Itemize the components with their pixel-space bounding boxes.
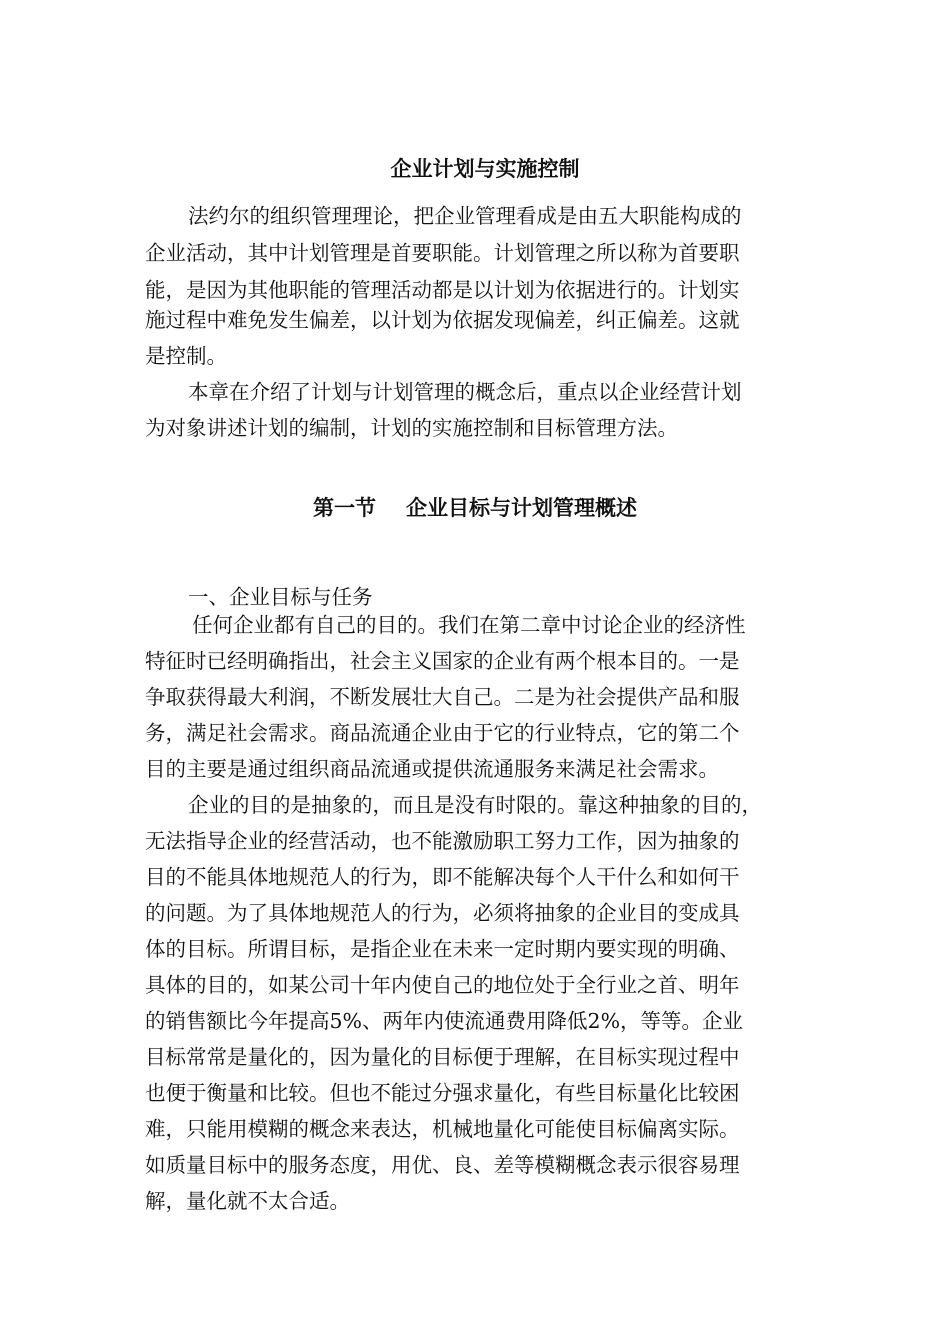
body-paragraph-2-line-3: 目的不能具体地规范人的行为，即不能解决每个人干什么和如何干 <box>145 865 740 889</box>
body-paragraph-1-line-3: 争取获得最大利润，不断发展壮大自己。二是为社会提供产品和服 <box>145 685 740 709</box>
body-paragraph-1-line-1: 任何企业都有自己的目的。我们在第二章中讨论企业的经济性 <box>192 613 746 637</box>
intro-paragraph-1-line-4: 施过程中难免发生偏差，以计划为依据发现偏差，纠正偏差。这就 <box>145 308 740 332</box>
body-paragraph-2-line-7: 的销售额比今年提高5%、两年内使流通费用降低2%，等等。企业 <box>145 1009 744 1033</box>
body-paragraph-2-line-6: 具体的目的，如某公司十年内使自己的地位处于全行业之首、明年 <box>145 973 740 997</box>
body-paragraph-1-line-5: 目的主要是通过组织商品流通或提供流通服务来满足社会需求。 <box>145 757 719 781</box>
intro-paragraph-2-line-2: 为对象讲述计划的编制，计划的实施控制和目标管理方法。 <box>145 416 678 440</box>
body-paragraph-2-line-4: 的问题。为了具体地规范人的行为，必须将抽象的企业目的变成具 <box>145 901 740 925</box>
intro-paragraph-1-line-5: 是控制。 <box>145 344 227 368</box>
section-name: 企业目标与计划管理概述 <box>406 495 637 520</box>
document-title: 企业计划与实施控制 <box>390 156 580 181</box>
intro-paragraph-1-line-3: 能，是因为其他职能的管理活动都是以计划为依据进行的。计划实 <box>145 278 740 302</box>
body-paragraph-2-line-9: 也便于衡量和比较。但也不能过分强求量化，有些目标量化比较困 <box>145 1081 740 1105</box>
body-paragraph-1-line-4: 务，满足社会需求。商品流通企业由于它的行业特点，它的第二个 <box>145 721 740 745</box>
body-paragraph-2-line-11: 如质量目标中的服务态度，用优、良、差等模糊概念表示很容易理 <box>145 1153 740 1177</box>
subsection-heading: 一、企业目标与任务 <box>188 585 373 609</box>
body-paragraph-2-line-8: 目标常常是量化的，因为量化的目标便于理解，在目标实现过程中 <box>145 1045 740 1069</box>
body-paragraph-2-line-2: 无法指导企业的经营活动，也不能激励职工努力工作，因为抽象的 <box>145 829 740 853</box>
section-number: 第一节 <box>313 495 376 520</box>
section-title <box>0 492 950 522</box>
body-paragraph-2-line-5: 体的目标。所谓目标，是指企业在未来一定时期内要实现的明确、 <box>145 937 740 961</box>
body-paragraph-2-line-10: 难，只能用模糊的概念来表达，机械地量化可能使目标偏离实际。 <box>145 1117 740 1141</box>
body-paragraph-1-line-2: 特征时已经明确指出，社会主义国家的企业有两个根本目的。一是 <box>145 649 740 673</box>
intro-paragraph-1-line-2: 企业活动，其中计划管理是首要职能。计划管理之所以称为首要职 <box>145 241 740 265</box>
intro-paragraph-2-line-1: 本章在介绍了计划与计划管理的概念后，重点以企业经营计划 <box>188 380 742 404</box>
intro-paragraph-1-line-1: 法约尔的组织管理理论，把企业管理看成是由五大职能构成的 <box>188 204 742 228</box>
body-paragraph-2-line-12: 解，量化就不太合适。 <box>145 1189 350 1213</box>
body-paragraph-2-line-1: 企业的目的是抽象的，而且是没有时限的。靠这种抽象的目的， <box>188 793 762 817</box>
